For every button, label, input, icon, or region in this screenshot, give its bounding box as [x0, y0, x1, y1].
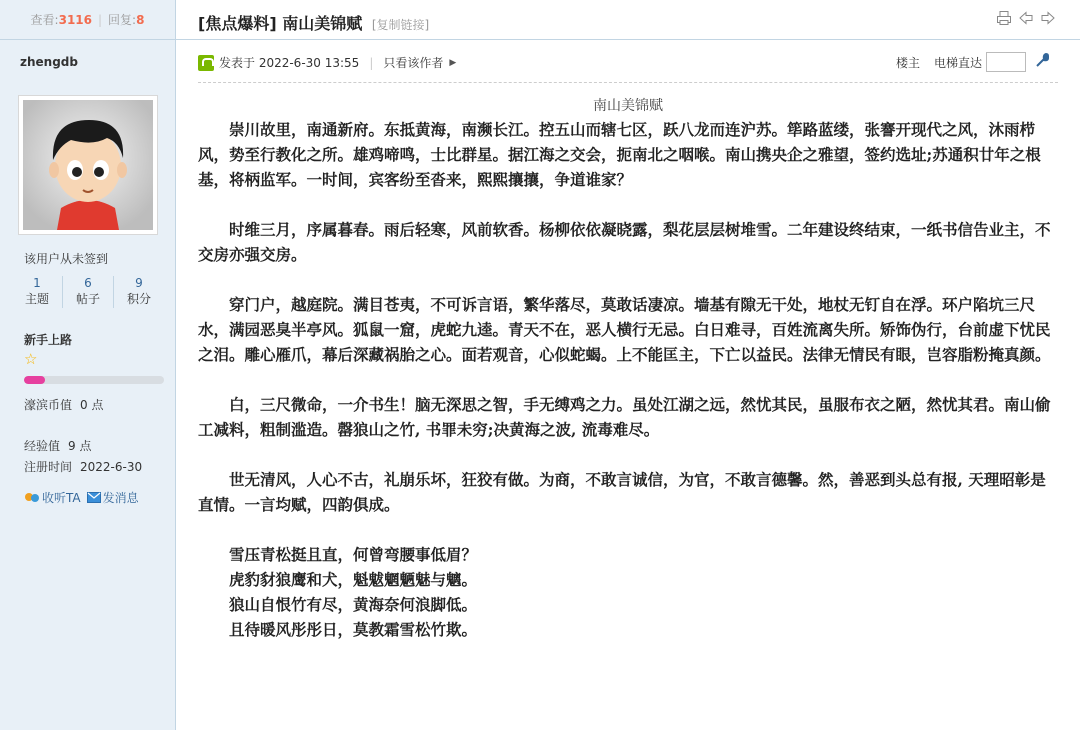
thread-category[interactable]: [焦点爆料] [198, 14, 277, 33]
reg-value: 2022-6-30 [80, 460, 143, 474]
author-actions [24, 489, 139, 506]
star-icon: ☆ [24, 350, 38, 368]
user-counts [12, 276, 164, 308]
online-status-icon [198, 55, 214, 71]
exp-label: 经验值 [24, 439, 61, 453]
reg-field [24, 458, 142, 475]
floor-owner-label: 楼主 [895, 55, 920, 70]
exp-value: 9 点 [68, 439, 92, 453]
exp-field [24, 437, 91, 454]
poem-line: 狼山自恨竹有尽，黄海奈何浪脚低。 [229, 595, 478, 614]
floor-tools [896, 52, 1050, 72]
post-paragraph: 穿门户，越庭院。满目苍夷，不可诉言语，繁华落尽，莫敢话凄凉。墙基有隙无干处，地杖无钉自在浮。环户陷坑三尺水，满园恶臭半亭风。狐鼠一窟，虎蛇九逵。青天不在，恶人横行无忌。白日难寻，百姓流离失所。矫饰伪行，台前虚下忧民之泪。雕心雁爪，幕后深藏祸胎之心。面若观音，心似蛇蝎。上不能匡主，下亡以益民。法律无情民有眼，岂容脂粉掩真颜。 [198, 295, 1051, 364]
poem-line: 虎豹豺狼鹰和犬，魁魃魍魉魅与魑。 [229, 570, 478, 589]
count-value: 9 [135, 276, 143, 290]
poem-line: 雪压青松挺且直，何曾弯腰事低眉？ [229, 545, 478, 564]
copy-link-button[interactable]: [复制链接] [371, 18, 430, 32]
count-threads[interactable] [12, 276, 63, 308]
print-icon[interactable] [996, 10, 1012, 26]
send-message-button[interactable] [87, 489, 139, 506]
views-count: 3116 [58, 12, 92, 27]
reg-label: 注册时间 [24, 460, 73, 474]
follow-label: 收听TA [42, 491, 81, 505]
count-label: 帖子 [75, 292, 100, 306]
coin-field [24, 396, 103, 413]
only-author-link[interactable]: 只看该作者 [383, 56, 444, 70]
author-name[interactable]: zhengdb [20, 55, 78, 69]
count-label: 主题 [24, 292, 49, 306]
elevator-input[interactable] [986, 52, 1026, 72]
poem [198, 542, 1058, 642]
count-label: 积分 [126, 292, 151, 306]
thread-header [176, 0, 1080, 40]
post-paragraph: 世无清风，人心不古，礼崩乐坏，狂狡有做。为商，不敢言诚信，为官，不敢言德馨。然，善恶到头总有报, 天理昭彰是直情。一言均赋，四韵俱成。 [198, 470, 1046, 514]
post-divider [198, 82, 1058, 83]
elevator-label: 电梯直达 [933, 55, 982, 70]
post-body [198, 95, 1058, 642]
rank-progress [24, 376, 164, 384]
posted-at: 发表于 2022-6-30 13:55 [219, 56, 360, 70]
replies-count: 8 [136, 12, 145, 27]
coin-label: 濠滨币值 [24, 398, 73, 412]
views-label: 查看: [30, 13, 59, 27]
poem-line: 且待暖风彤彤日，莫教霜雪松竹欺。 [229, 620, 478, 639]
post-paragraph: 时维三月，序属暮春。雨后轻寒，风前软香。杨柳依依凝晓露，梨花层层树堆雪。二年建设终结束，一纸书信告业主，不交房亦强交房。 [198, 220, 1051, 264]
avatar[interactable] [18, 95, 158, 235]
coin-value: 0 点 [80, 398, 104, 412]
author-sidebar [0, 0, 176, 730]
count-value: 1 [33, 276, 41, 290]
post-paragraph: 白，三尺微命，一介书生！脑无深思之智，手无缚鸡之力。虽处江湖之远，然忧其民，虽服布衣之陋，然忧其君。南山偷工减料，粗制滥造。罄狼山之竹, 书罪未穷;决黄海之波, 流毒难尽。 [198, 395, 1051, 439]
prev-thread-icon[interactable] [1018, 10, 1034, 26]
rank-progress-fill [24, 376, 45, 384]
thread-stats [0, 0, 175, 40]
stats-divider: | [98, 12, 103, 27]
next-thread-icon[interactable] [1040, 10, 1056, 26]
rank-title: 新手上路 [24, 333, 73, 347]
count-points[interactable] [114, 276, 164, 308]
follow-icon [24, 492, 40, 504]
replies-label: 回复: [108, 13, 137, 27]
count-value: 6 [84, 276, 92, 290]
header-tools [996, 10, 1056, 26]
post-paragraph: 崇川故里，南通新府。东抵黄海，南濒长江。控五山而辖七区，跃八龙而连沪苏。筚路蓝缕，张謇开现代之风，沐雨栉风，势至行教化之所。雄鸡啼鸣，士比群星。据江海之交会，扼南北之咽喉。南山携央企之雅望，签约选址;苏通积廿年之根基，将柄监军。一时间，宾客纷至沓来，熙熙攘攘，争道谁家？ [198, 120, 1041, 189]
wrench-icon[interactable] [1034, 52, 1050, 72]
meta-divider: | [369, 55, 374, 70]
count-posts[interactable] [63, 276, 114, 308]
post-meta [198, 54, 456, 71]
play-arrow-icon: ▶ [449, 57, 457, 68]
avatar-image [23, 100, 153, 230]
follow-button[interactable] [24, 489, 81, 506]
thread-title-text: 南山美锦赋 [282, 14, 363, 33]
message-icon [87, 492, 101, 503]
message-label: 发消息 [102, 491, 139, 505]
post-heading: 南山美锦赋 [593, 98, 663, 114]
signin-status: 该用户从未签到 [24, 252, 109, 266]
thread-title [198, 11, 429, 34]
